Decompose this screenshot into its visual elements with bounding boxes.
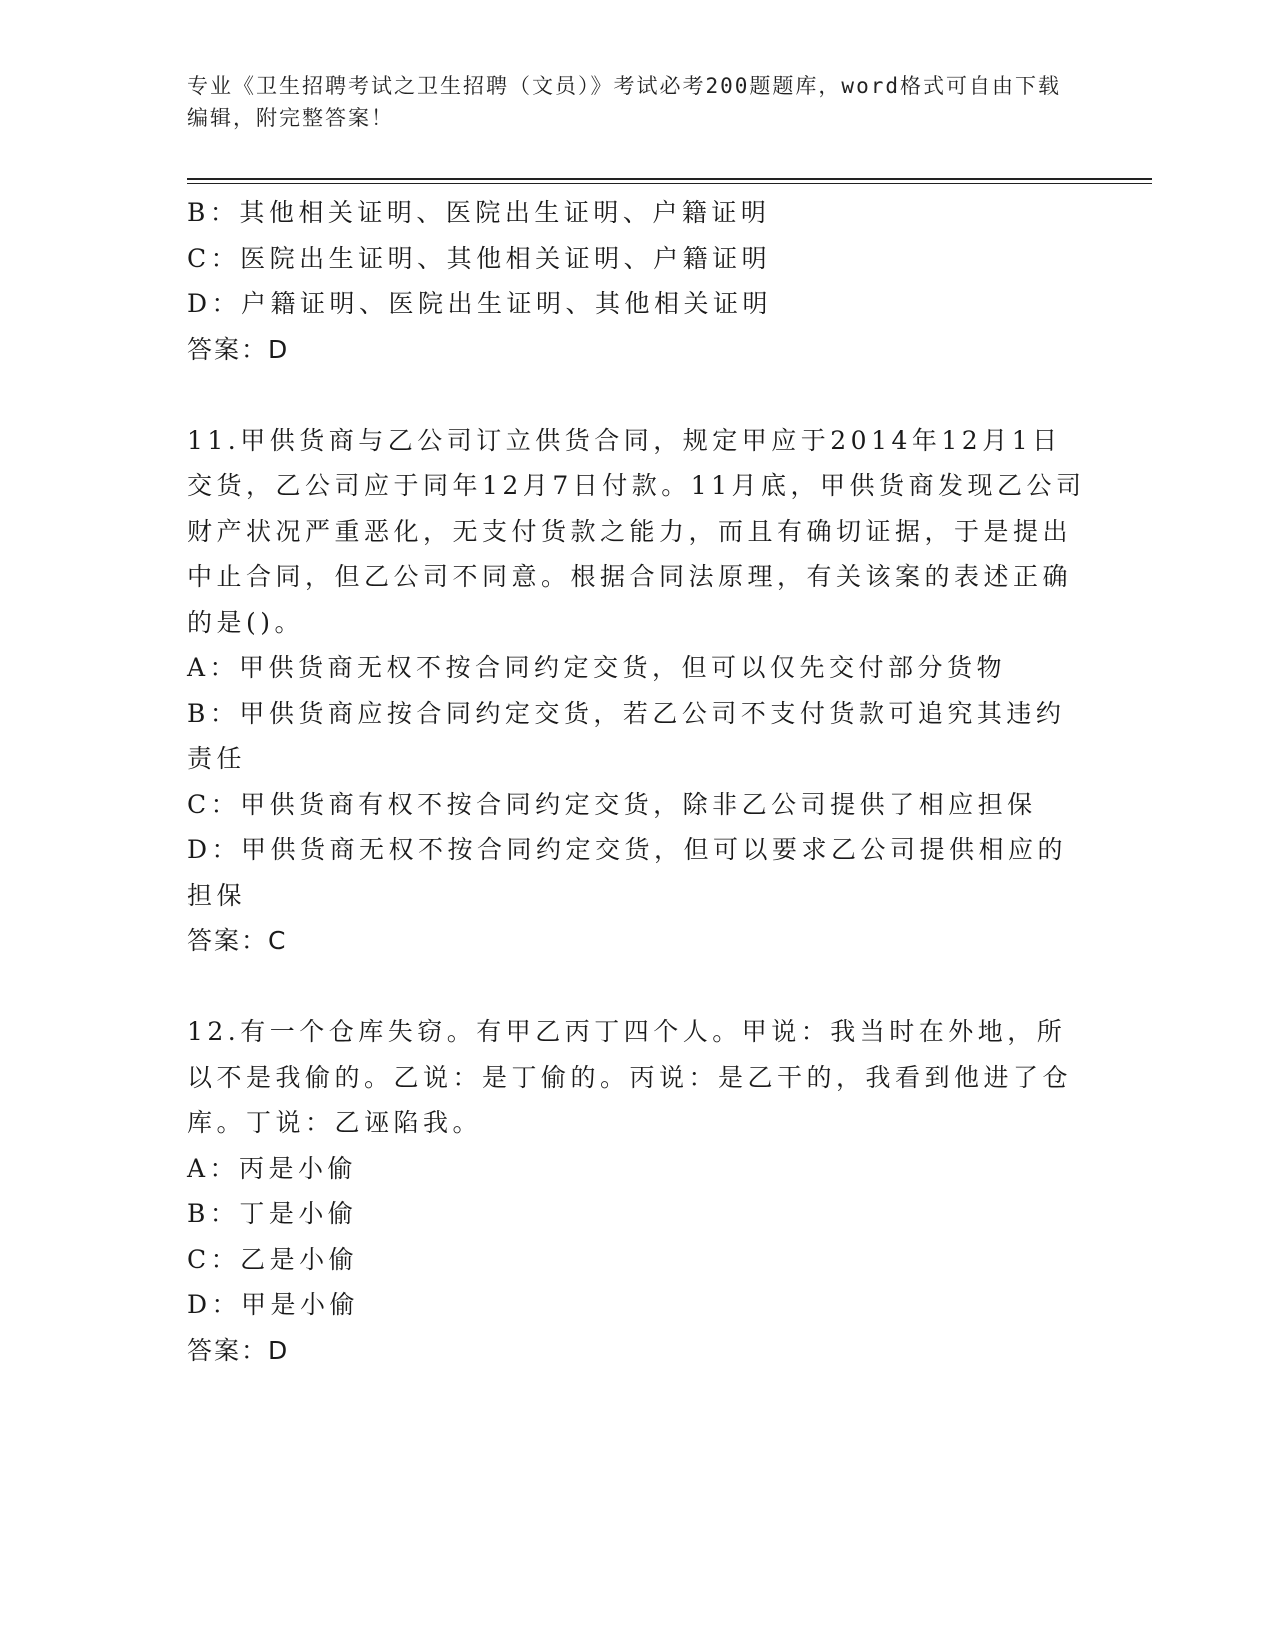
option-c: C：甲供货商有权不按合同约定交货，除非乙公司提供了相应担保 <box>187 789 1037 819</box>
header-divider-thin <box>187 183 1152 184</box>
document-body <box>187 190 1087 1373</box>
option-d: D：甲是小偷 <box>187 1290 360 1319</box>
document-header: 专业《卫生招聘考试之卫生招聘（文员）》考试必考200题题库，word格式可自由下载编辑，附完整答案！ <box>187 74 1061 130</box>
spacer <box>187 372 1087 418</box>
question-stem: 11.甲供货商与乙公司订立供货合同，规定甲应于2014年12月1日交货，乙公司应于同年12月7日付款。11月底，甲供货商发现乙公司财产状况严重恶化，无支付货款之能力，而且有确切证据，于是提出中止合同，但乙公司不同意。根据合同法原理，有关该案的表述正确的是()。 <box>187 425 1086 637</box>
option-b: B：其他相关证明、医院出生证明、户籍证明 <box>187 198 771 227</box>
option-b: B：甲供货商应按合同约定交货，若乙公司不支付货款可追究其违约责任 <box>187 698 1066 773</box>
question-11-block <box>187 418 1087 964</box>
question-10-block <box>187 190 1087 372</box>
option-a: A：丙是小偷 <box>187 1153 358 1183</box>
option-b: B：丁是小偷 <box>187 1199 358 1228</box>
option-c: C：乙是小偷 <box>187 1244 359 1274</box>
answer: 答案：D <box>187 334 290 364</box>
answer: 答案：C <box>187 926 288 955</box>
option-c: C：医院出生证明、其他相关证明、户籍证明 <box>187 243 772 273</box>
option-d: D：户籍证明、医院出生证明、其他相关证明 <box>187 289 773 318</box>
option-d: D：甲供货商无权不按合同约定交货，但可以要求乙公司提供相应的担保 <box>187 835 1068 910</box>
header-divider-thick <box>187 178 1152 180</box>
answer: 答案：D <box>187 1335 290 1365</box>
option-a: A：甲供货商无权不按合同约定交货，但可以仅先交付部分货物 <box>187 653 1007 682</box>
question-12-block <box>187 1009 1087 1373</box>
spacer <box>187 964 1087 1010</box>
question-stem: 12.有一个仓库失窃。有甲乙丙丁四个人。甲说：我当时在外地，所以不是我偷的。乙说：是丁偷的。丙说：是乙干的，我看到他进了仓库。丁说：乙诬陷我。 <box>187 1017 1073 1137</box>
